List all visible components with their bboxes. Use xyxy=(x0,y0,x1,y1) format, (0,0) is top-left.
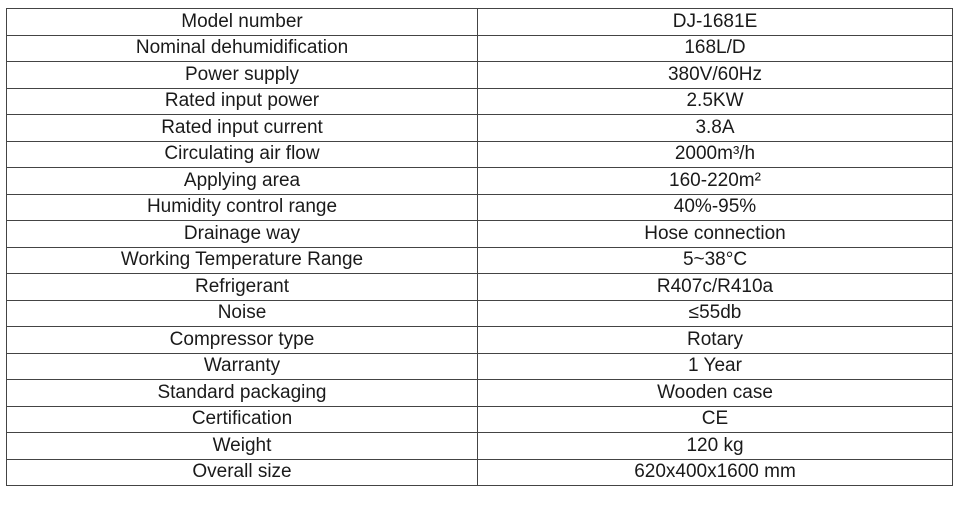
spec-value: Wooden case xyxy=(478,380,953,407)
spec-value: CE xyxy=(478,406,953,433)
table-row xyxy=(7,194,953,221)
spec-label: Certification xyxy=(7,406,478,433)
table-row xyxy=(7,327,953,354)
spec-label: Nominal dehumidification xyxy=(7,35,478,62)
spec-value: 40%-95% xyxy=(478,194,953,221)
table-row xyxy=(7,141,953,168)
spec-value: 120 kg xyxy=(478,433,953,460)
table-row xyxy=(7,9,953,36)
spec-value: 1 Year xyxy=(478,353,953,380)
table-row xyxy=(7,221,953,248)
table-row xyxy=(7,459,953,486)
spec-value: 2.5KW xyxy=(478,88,953,115)
spec-label: Weight xyxy=(7,433,478,460)
spec-value: 2000m³/h xyxy=(478,141,953,168)
table-row xyxy=(7,380,953,407)
spec-value: 380V/60Hz xyxy=(478,62,953,89)
spec-table xyxy=(6,8,953,486)
spec-label: Applying area xyxy=(7,168,478,195)
spec-label: Refrigerant xyxy=(7,274,478,301)
spec-label: Warranty xyxy=(7,353,478,380)
spec-label: Rated input current xyxy=(7,115,478,142)
spec-value: 5~38°C xyxy=(478,247,953,274)
table-row xyxy=(7,168,953,195)
table-row xyxy=(7,115,953,142)
spec-label: Working Temperature Range xyxy=(7,247,478,274)
table-row xyxy=(7,406,953,433)
table-row xyxy=(7,433,953,460)
spec-value: Rotary xyxy=(478,327,953,354)
spec-value: ≤55db xyxy=(478,300,953,327)
table-row xyxy=(7,353,953,380)
spec-label: Overall size xyxy=(7,459,478,486)
table-row xyxy=(7,62,953,89)
table-row xyxy=(7,247,953,274)
spec-value: DJ-1681E xyxy=(478,9,953,36)
table-row xyxy=(7,274,953,301)
spec-value: 160-220m² xyxy=(478,168,953,195)
table-row xyxy=(7,35,953,62)
table-row xyxy=(7,300,953,327)
spec-label: Noise xyxy=(7,300,478,327)
spec-label: Circulating air flow xyxy=(7,141,478,168)
spec-table-body xyxy=(7,9,953,486)
spec-label: Compressor type xyxy=(7,327,478,354)
spec-label: Standard packaging xyxy=(7,380,478,407)
spec-value: 3.8A xyxy=(478,115,953,142)
spec-label: Rated input power xyxy=(7,88,478,115)
spec-label: Model number xyxy=(7,9,478,36)
spec-value: 168L/D xyxy=(478,35,953,62)
spec-value: Hose connection xyxy=(478,221,953,248)
spec-label: Humidity control range xyxy=(7,194,478,221)
table-row xyxy=(7,88,953,115)
spec-value: R407c/R410a xyxy=(478,274,953,301)
spec-value: 620x400x1600 mm xyxy=(478,459,953,486)
spec-label: Power supply xyxy=(7,62,478,89)
spec-label: Drainage way xyxy=(7,221,478,248)
